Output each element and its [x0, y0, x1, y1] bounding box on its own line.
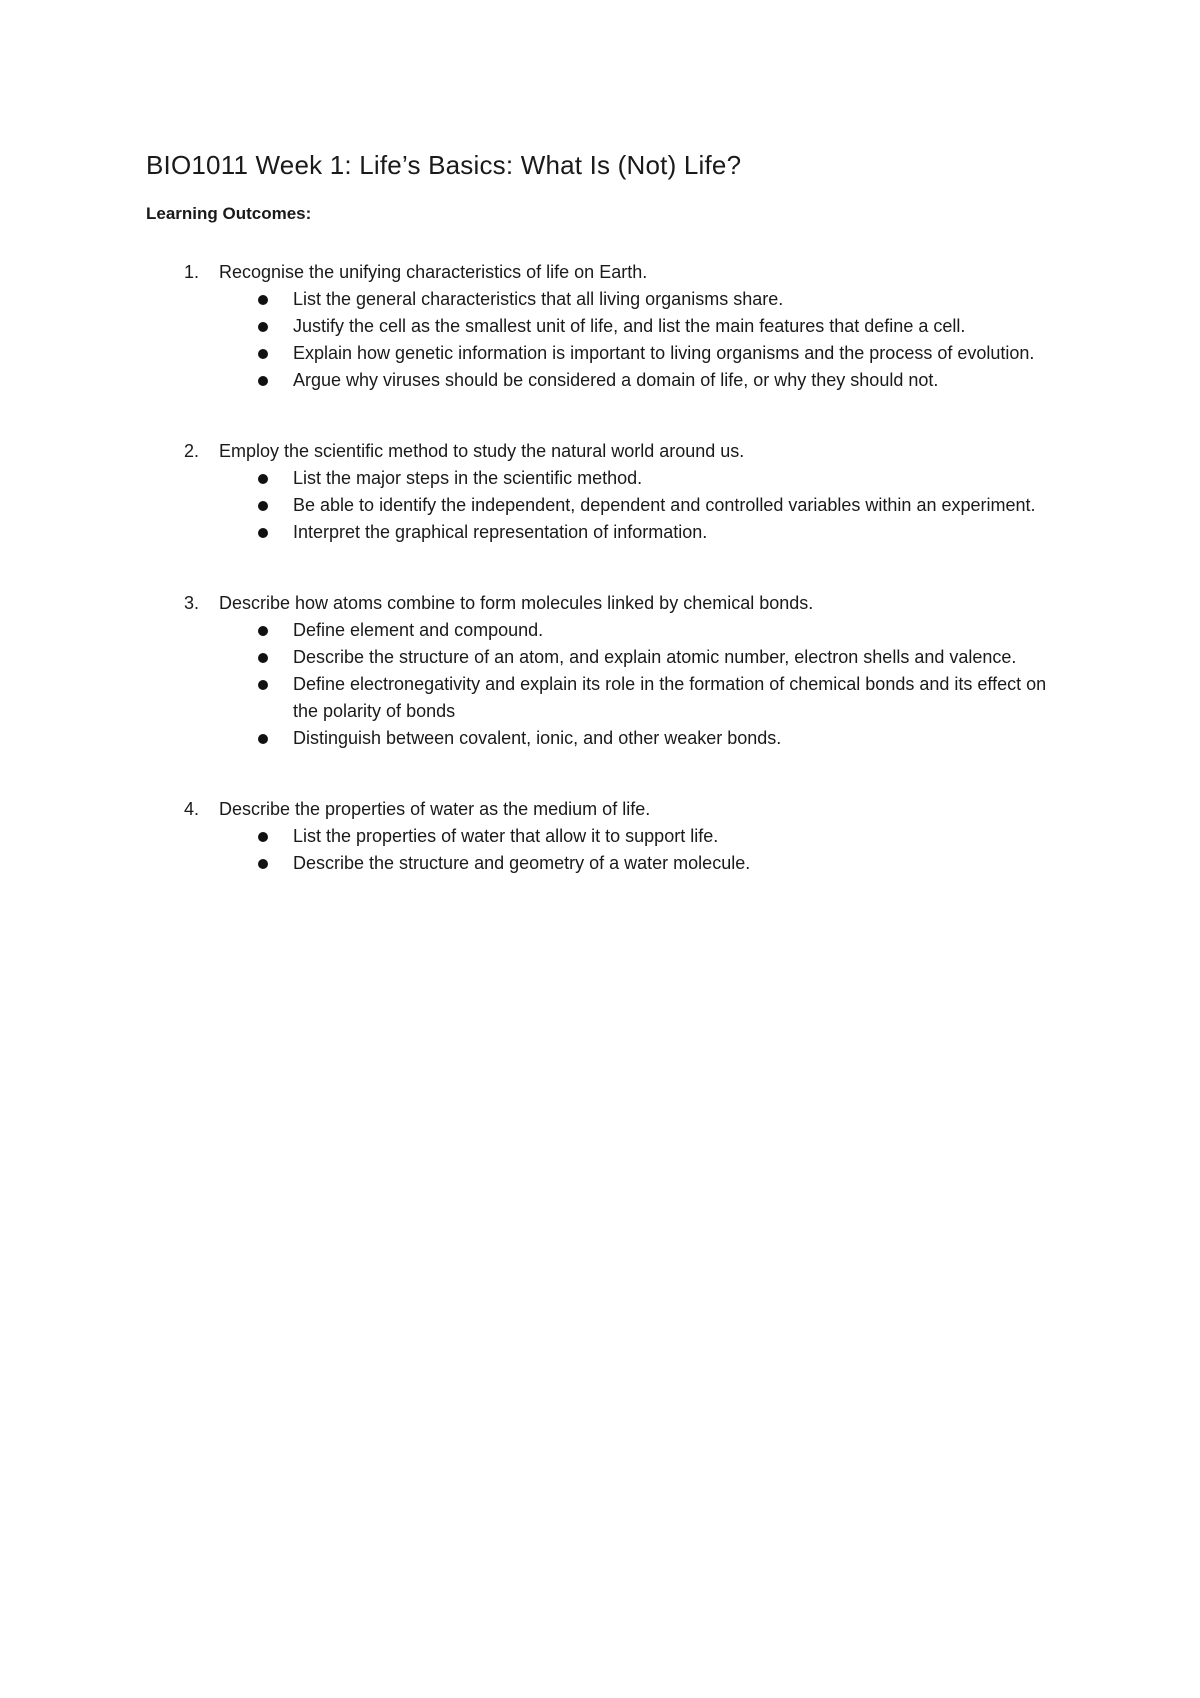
bullet-icon: [256, 340, 293, 367]
outcome-2-sub-list: [146, 465, 1066, 546]
learning-outcomes-list: [146, 259, 1066, 877]
outcome-text: Describe how atoms combine to form molecules linked by chemical bonds.: [219, 593, 814, 613]
list-item-text: Explain how genetic information is important to living organisms and the process of evolution.: [293, 343, 1035, 363]
outcome-1-sub-list: [146, 286, 1066, 394]
list-item: [146, 465, 1066, 492]
list-item-text: Be able to identify the independent, dependent and controlled variables within an experiment.: [293, 495, 1036, 515]
outcome-number: 2.: [184, 441, 200, 461]
outcome-4-sub-list: [146, 823, 1066, 877]
list-item: [146, 725, 1066, 752]
outcome-1: [146, 259, 1066, 394]
outcome-3-sub-list: [146, 617, 1066, 752]
bullet-icon: [256, 492, 293, 519]
bullet-icon: [256, 644, 293, 671]
list-item-text: List the general characteristics that all living organisms share.: [293, 289, 784, 309]
list-item-text: Distinguish between covalent, ionic, and other weaker bonds.: [293, 728, 782, 748]
list-item: [146, 671, 1066, 725]
list-item: [146, 367, 1066, 394]
list-item: [146, 492, 1066, 519]
list-item-text: List the major steps in the scientific method.: [293, 468, 643, 488]
outcome-text: Describe the properties of water as the medium of life.: [219, 799, 651, 819]
list-item: [146, 519, 1066, 546]
outcome-text: Recognise the unifying characteristics of life on Earth.: [219, 262, 648, 282]
list-item-text: Define electronegativity and explain its role in the formation of chemical bonds and its effect on the polarity of bonds: [293, 674, 1047, 721]
list-item: [146, 823, 1066, 850]
list-item-text: Justify the cell as the smallest unit of life, and list the main features that define a cell.: [293, 316, 966, 336]
list-item-text: Define element and compound.: [293, 620, 544, 640]
bullet-icon: [256, 313, 293, 340]
outcome-3: [146, 590, 1066, 752]
bullet-icon: [256, 671, 293, 698]
bullet-icon: [256, 725, 293, 752]
outcome-number: 1.: [184, 262, 200, 282]
list-item: [146, 617, 1066, 644]
bullet-icon: [256, 823, 293, 850]
bullet-icon: [256, 286, 293, 313]
outcome-2: [146, 438, 1066, 546]
document-title: BIO1011 Week 1: Life’s Basics: What Is (Not) Life?: [146, 150, 742, 180]
bullet-icon: [256, 367, 293, 394]
bullet-icon: [256, 519, 293, 546]
learning-outcomes-heading: Learning Outcomes:: [146, 204, 312, 223]
list-item-text: Interpret the graphical representation of information.: [293, 522, 708, 542]
list-item: [146, 313, 1066, 340]
list-item-text: List the properties of water that allow it to support life.: [293, 826, 719, 846]
outcome-text: Employ the scientific method to study the natural world around us.: [219, 441, 745, 461]
list-item: [146, 286, 1066, 313]
list-item: [146, 644, 1066, 671]
bullet-icon: [256, 617, 293, 644]
outcome-number: 4.: [184, 799, 200, 819]
bullet-icon: [256, 850, 293, 877]
list-item: [146, 340, 1066, 367]
outcome-number: 3.: [184, 593, 200, 613]
list-item-text: Describe the structure of an atom, and explain atomic number, electron shells and valence.: [293, 647, 1017, 667]
list-item: [146, 850, 1066, 877]
outcome-4: [146, 796, 1066, 877]
list-item-text: Argue why viruses should be considered a domain of life, or why they should not.: [293, 370, 939, 390]
bullet-icon: [256, 465, 293, 492]
list-item-text: Describe the structure and geometry of a water molecule.: [293, 853, 751, 873]
